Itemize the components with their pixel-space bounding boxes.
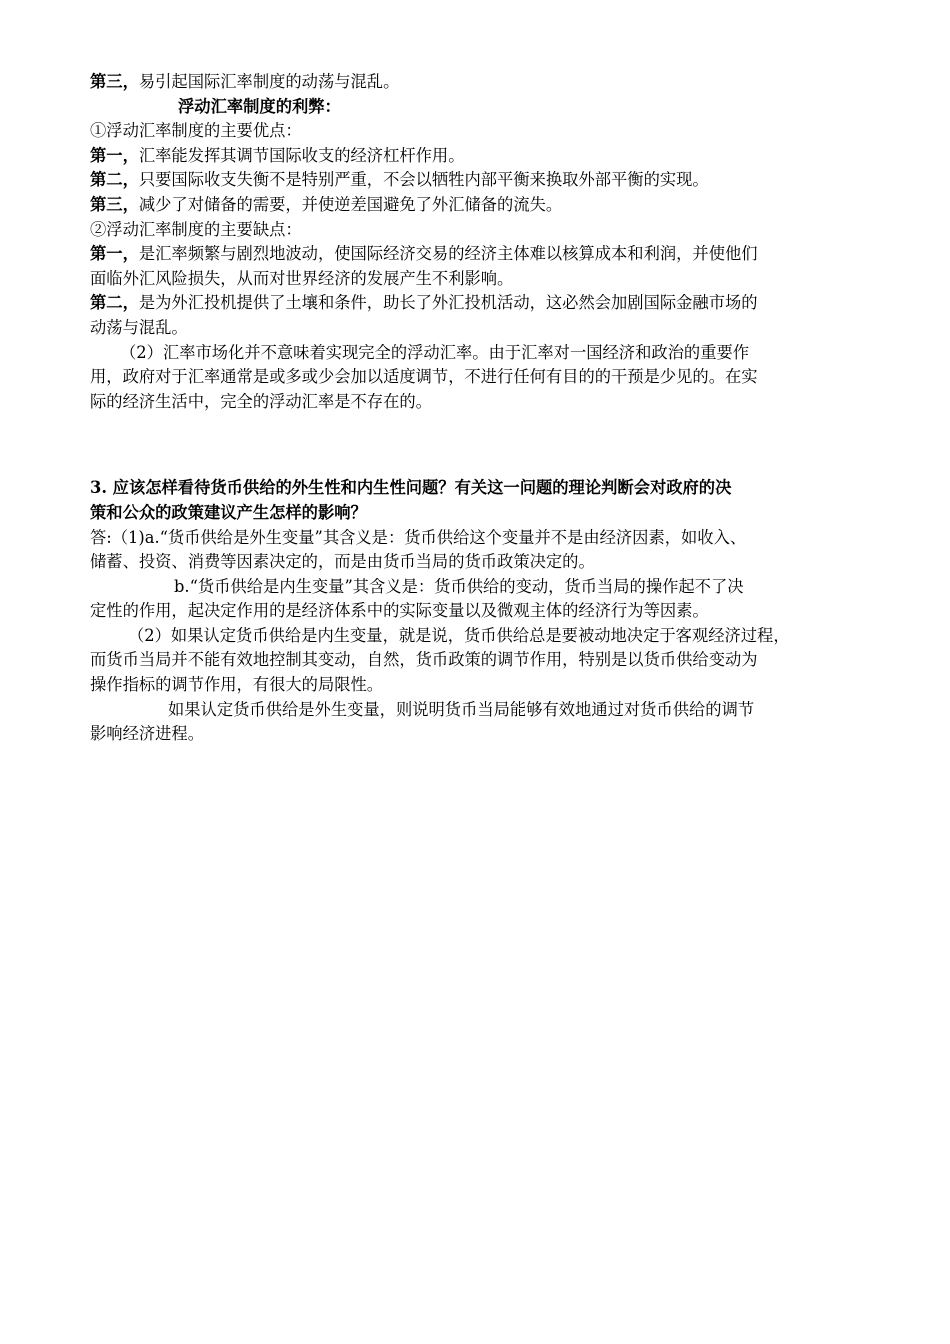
bold-prefix: 第一， (90, 244, 139, 264)
answer-line-9: 影响经济进程。 (90, 724, 204, 744)
line-text: 减少了对储备的需要，并使逆差国避免了外汇储备的流失。 (138, 194, 563, 214)
bold-prefix: 第二， (90, 293, 139, 313)
pro-item-3 (90, 193, 865, 218)
answer-line-2: 储蓄、投资、消费等因素决定的，而是由货币当局的货币政策决定的。 (90, 552, 595, 572)
answer-line-7: 操作指标的调节作用，有很大的局限性。 (90, 675, 384, 695)
con-item-2-cont: 动荡与混乱。 (90, 317, 188, 337)
paragraph-2-line-2: 用，政府对于汇率通常是或多或少会加以适度调节，不进行任何有目的的干预是少见的。在实 (90, 367, 758, 387)
cons-title: ②浮动汇率制度的主要缺点： (90, 219, 302, 239)
answer-line-8: 如果认定货币供给是外生变量，则说明货币当局能够有效地通过对货币供给的调节 (168, 699, 755, 719)
con-item-2 (90, 291, 865, 316)
line-text: 是为外汇投机提供了土壤和条件，助长了外汇投机活动，这必然会加剧国际金融市场的 (138, 293, 758, 313)
section-heading: 浮动汇率制度的利弊： (178, 96, 341, 116)
section-gap (90, 414, 865, 476)
line-text: 汇率能发挥其调节国际收支的经济杠杆作用。 (138, 145, 465, 165)
paragraph-2-line-1: （2）汇率市场化并不意味着实现完全的浮动汇率。由于汇率对一国经济和政治的重要作 (120, 342, 750, 362)
question-3-line-1: 3. 应该怎样看待货币供给的外生性和内生性问题？有关这一问题的理论判断会对政府的决 (90, 478, 732, 498)
bold-prefix: 第一， (90, 145, 139, 165)
line-third-point (90, 70, 865, 95)
pros-title: ①浮动汇率制度的主要优点： (90, 121, 302, 141)
answer-line-6: 而货币当局并不能有效地控制其变动，自然，货币政策的调节作用，特别是以货币供给变动为 (90, 650, 758, 670)
pro-item-2 (90, 168, 865, 193)
answer-line-3: b.“货币供给是内生变量”其含义是：货币供给的变动，货币当局的操作起不了决 (174, 576, 744, 596)
question-3-line-2: 策和公众的政策建议产生怎样的影响？ (90, 502, 367, 522)
bold-prefix: 第三， (90, 72, 139, 91)
paragraph-2-line-3: 际的经济生活中，完全的浮动汇率是不存在的。 (90, 391, 432, 411)
line-text: 易引起国际汇率制度的动荡与混乱。 (138, 72, 400, 91)
document-body (90, 70, 865, 747)
pro-item-1 (90, 144, 865, 169)
con-item-1-cont: 面临外汇风险损失，从而对世界经济的发展产生不利影响。 (90, 268, 514, 288)
bold-prefix: 第二， (90, 170, 139, 190)
answer-line-1: 答:（1)a.“货币供给是外生变量”其含义是：货币供给这个变量并不是由经济因素，如收入、 (90, 527, 747, 547)
line-text: 是汇率频繁与剧烈地波动，使国际经济交易的经济主体难以核算成本和利润，并使他们 (138, 244, 758, 264)
bold-prefix: 第三， (90, 194, 139, 214)
line-text: 只要国际收支失衡不是特别严重，不会以牺牲内部平衡来换取外部平衡的实现。 (138, 170, 709, 190)
answer-line-4: 定性的作用，起决定作用的是经济体系中的实际变量以及微观主体的经济行为等因素。 (90, 601, 709, 621)
con-item-1 (90, 242, 865, 267)
answer-line-5: （2）如果认定货币供给是内生变量，就是说，货币供给总是要被动地决定于客观经济过程， (128, 625, 790, 645)
